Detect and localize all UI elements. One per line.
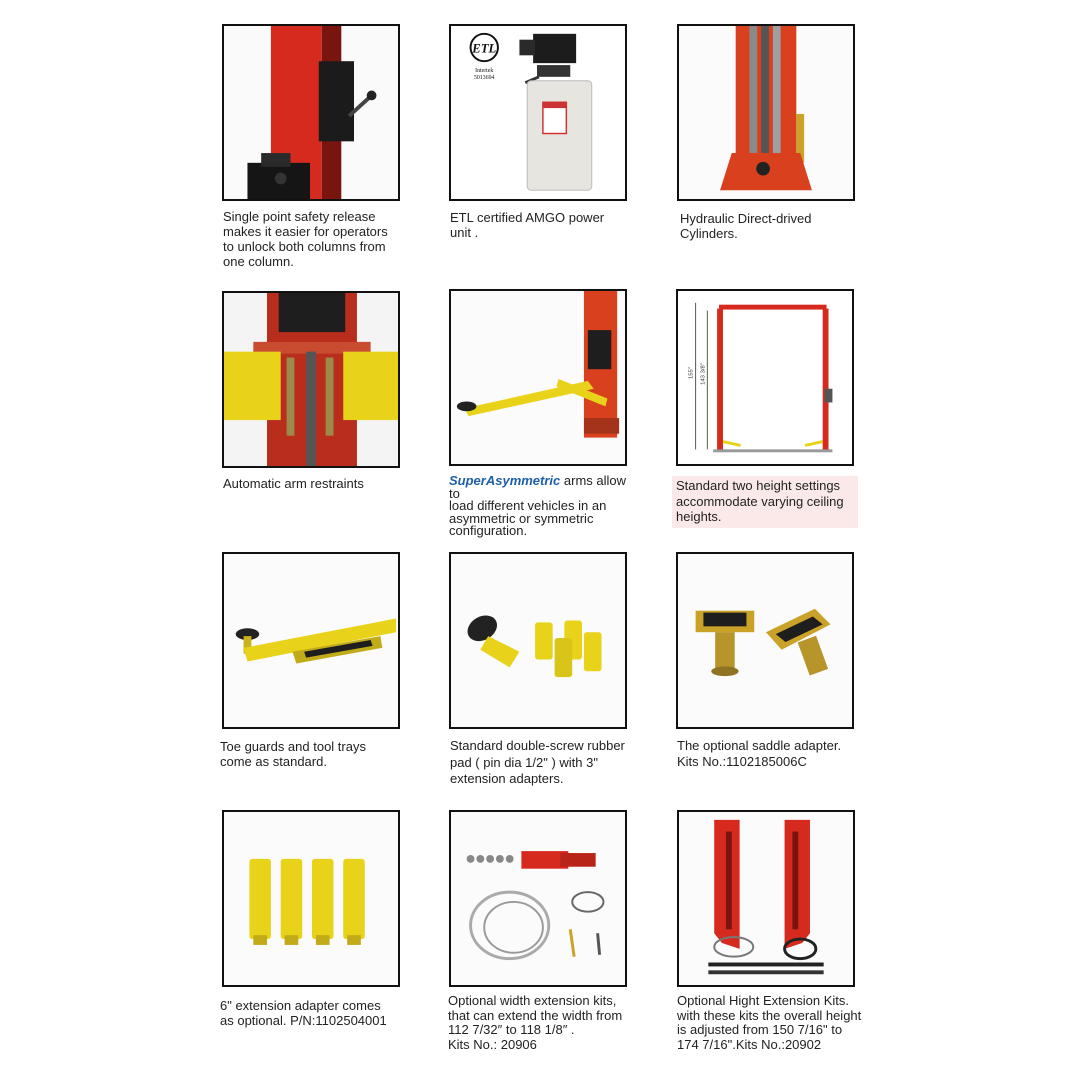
caption-saddle-adapter: The optional saddle adapter. Kits No.:1102185006C <box>677 738 842 769</box>
photo-asymmetric-arms <box>449 289 627 466</box>
dim-label-143: 143 3/8" <box>700 363 707 385</box>
svg-text:ETL: ETL <box>472 41 497 56</box>
photo-power-unit <box>449 24 627 201</box>
caption-height-settings: Standard two height settings accommodate varying ceiling heights. <box>672 476 858 528</box>
photo-width-extension-kit <box>449 810 627 987</box>
photo-saddle-adapter <box>676 552 854 729</box>
photo-rubber-pad <box>449 552 627 729</box>
etl-line-2: 5013694 <box>473 74 495 81</box>
photo-extension-adapter <box>222 810 400 987</box>
photo-toe-guards <box>222 552 400 729</box>
caption-height-extension-kit: Optional Hight Extension Kits. with these kits the overall height is adjusted from 150 7/16" to 174 7/16".Kits No.:20902 <box>677 993 862 1052</box>
caption-arm-restraints: Automatic arm restraints <box>223 476 364 491</box>
photo-hydraulic-cylinders <box>677 24 855 201</box>
caption-extension-adapter: 6" extension adapter comes as optional. P/N:1102504001 <box>220 998 387 1028</box>
caption-rubber-pad: Standard double-screw rubber pad ( pin dia 1/2" ) with 3" extension adapters. <box>450 738 625 786</box>
superasymmetric-brand: SuperAsymmetric <box>449 473 561 488</box>
dim-label-155: 155" <box>688 367 695 379</box>
caption-power-unit: ETL certified AMGO power unit . <box>450 210 605 240</box>
caption-width-extension-kit: Optional width extension kits, that can extend the width from 112 7/32″ to 118 1/8″ . Kits No.: 20906 <box>448 993 623 1052</box>
photo-height-extension-kit <box>677 810 855 987</box>
caption-hydraulic-cylinders: Hydraulic Direct-drived Cylinders. <box>680 211 812 241</box>
caption-safety-release: Single point safety release makes it easier for operators to unlock both columns from one column. <box>223 209 388 269</box>
etl-logo-text <box>474 68 495 81</box>
caption-toe-guards: Toe guards and tool trays come as standard. <box>220 739 366 769</box>
photo-safety-release <box>222 24 400 201</box>
caption-asymmetric-arms <box>449 475 639 538</box>
photo-arm-restraints <box>222 291 400 468</box>
etl-logo <box>471 34 498 61</box>
etl-line-1: Intertek <box>475 67 494 74</box>
diagram-height-settings <box>676 289 854 466</box>
caption-asymmetric-text: arms allow to load different vehicles in an asymmetric or symmetric configuration. <box>449 473 627 538</box>
